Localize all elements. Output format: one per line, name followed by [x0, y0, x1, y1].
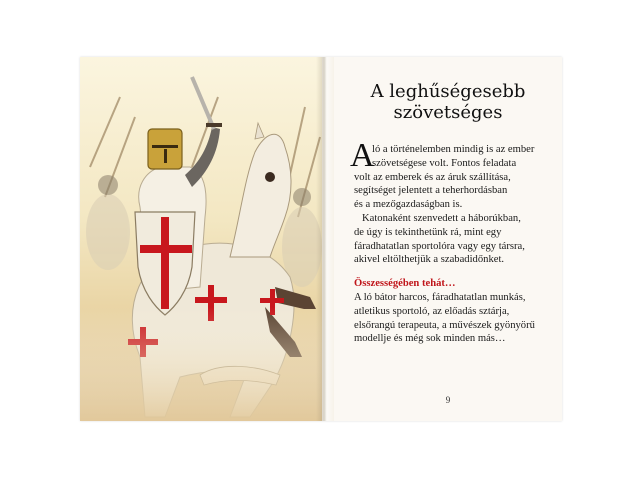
drop-cap: A — [350, 137, 375, 174]
title-line-2: szövetséges — [393, 102, 503, 123]
text-line: elsőrangú terapeuta, a művészek gyönyörű — [354, 319, 535, 331]
text-page — [334, 57, 562, 421]
text-line: fáradhatatlan sportolóra vagy egy társra, — [354, 240, 525, 252]
text-line: atletikus sportoló, az előadás sztárja, — [354, 305, 510, 317]
knight-illustration — [80, 57, 322, 421]
crusader-knight-image — [80, 57, 322, 421]
title-line-1: A leghűségesebb — [370, 81, 526, 102]
text-line: modellje és még sok minden más… — [354, 333, 506, 345]
text-line: de úgy is tekinthetünk rá, mint egy — [354, 226, 502, 238]
book-spine — [316, 57, 334, 421]
text-line: A ló bátor harcos, fáradhatatlan munkás, — [354, 291, 526, 303]
summary-heading: Összességében tehát… — [354, 278, 456, 290]
body-text — [350, 137, 554, 346]
text-line: és a mezőgazdaságban is. — [354, 199, 463, 211]
text-line: Katonaként szenvedett a háborúkban, — [362, 212, 521, 224]
page-title — [334, 81, 562, 123]
page-number: 9 — [445, 395, 451, 405]
summary-paragraph — [354, 291, 554, 346]
text-line: ló a történelemben mindig is az ember — [372, 144, 535, 155]
text-line: akivel eltölthetjük a szabadidőnket. — [354, 254, 505, 266]
text-line: segítséget jelentett a teherhordásban — [354, 185, 508, 197]
text-line: szövetségese volt. Fontos feladata — [372, 157, 517, 169]
text-line: volt az emberek és az áruk szállítása, — [354, 171, 511, 183]
paragraph-1 — [350, 137, 554, 212]
paragraph-2 — [354, 212, 554, 267]
book-spread — [80, 57, 562, 421]
